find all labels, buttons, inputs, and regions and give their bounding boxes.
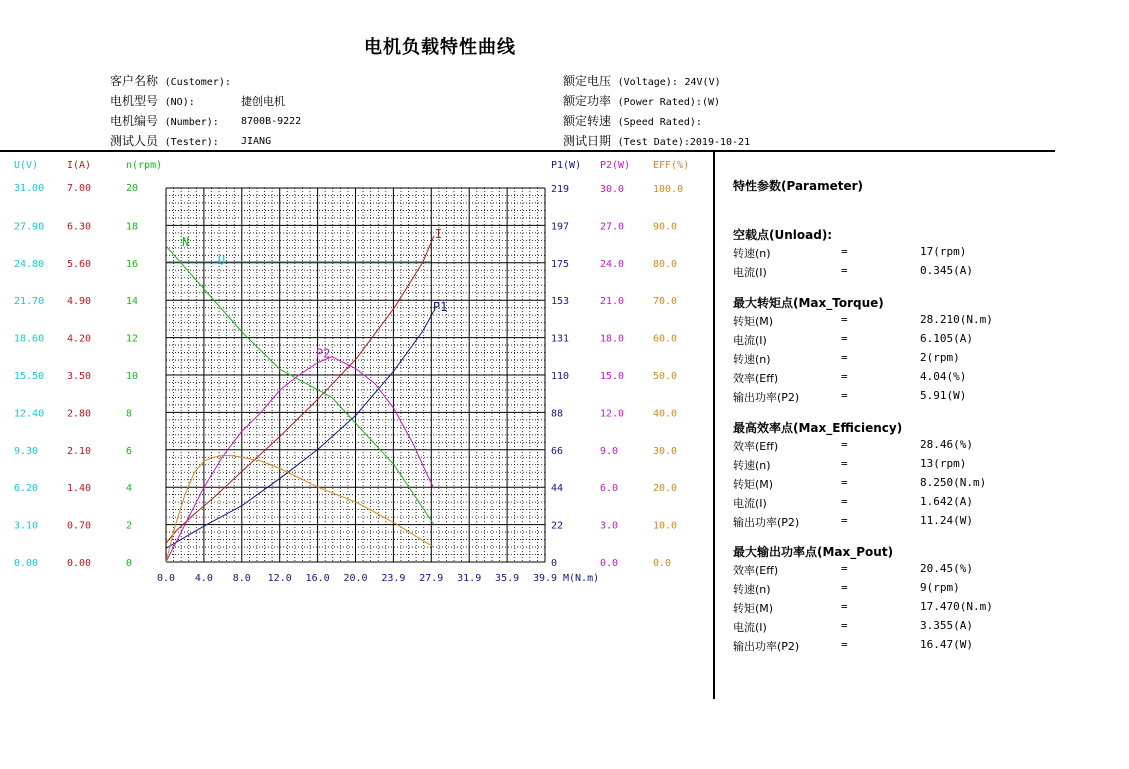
axis-tick-label: 7.00 xyxy=(67,183,92,194)
parameter-equals: = xyxy=(841,332,848,345)
axis-tick-label: 8 xyxy=(126,408,133,420)
parameter-label: 电流(I) xyxy=(733,621,767,634)
axis-tick-label: 2.80 xyxy=(67,408,92,420)
axis-tick-label: 12.0 xyxy=(600,408,625,420)
info-row-customer: 客户名称 (Customer): xyxy=(110,74,231,88)
axis-tick-label: 20.0 xyxy=(653,483,678,495)
axis-tick-label: 10 xyxy=(126,371,139,382)
axis-tick-label: 100.0 xyxy=(653,184,684,195)
parameter-label: 转速(n) xyxy=(733,247,771,260)
info-row-voltage: 额定电压 (Voltage): 24V(V) xyxy=(563,74,721,88)
axis-tick-label: 44 xyxy=(551,483,564,495)
axis-tick-label: 80.0 xyxy=(653,258,678,270)
axis-tick-label: 16 xyxy=(126,258,139,270)
axis-tick-label: 90.0 xyxy=(653,221,678,233)
axis-tick-label: 15.50 xyxy=(14,371,45,382)
parameter-equals: = xyxy=(841,351,848,364)
axis-tick-label: 12.40 xyxy=(14,408,45,420)
parameter-equals: = xyxy=(841,600,848,613)
parameter-group-heading: 最大转矩点(Max_Torque) xyxy=(733,296,884,310)
curve-tag-u: U xyxy=(218,253,226,268)
major-grid xyxy=(166,188,545,562)
axis-tick-label: 70.0 xyxy=(653,296,678,308)
parameter-label: 转速(n) xyxy=(733,459,771,472)
load-characteristic-chart xyxy=(0,0,712,600)
axis-tick-label: 0 xyxy=(551,558,558,569)
parameter-equals: = xyxy=(841,476,848,489)
axis-tick-label: 20 xyxy=(126,183,139,194)
parameter-value: 13(rpm) xyxy=(920,457,967,470)
info-row-number: 电机编号 (Number): 8700B-9222 xyxy=(110,114,302,128)
axis-header: EFF(%) xyxy=(653,160,690,171)
info-row-tester: 测试人员 (Tester): JIANG xyxy=(110,134,272,148)
panel-divider xyxy=(713,151,715,699)
page-title: 电机负载特性曲线 xyxy=(364,37,516,58)
axis-header: P2(W) xyxy=(600,160,631,171)
axis-tick-label: 6.20 xyxy=(14,483,39,495)
axis-tick-label: 22 xyxy=(551,520,564,532)
curve-tag-i: I xyxy=(434,227,443,242)
parameter-value: 8.250(N.m) xyxy=(920,476,987,489)
parameter-value: 0.345(A) xyxy=(920,264,973,277)
x-tick-label: 20.0 xyxy=(343,573,368,584)
parameter-value: 4.04(%) xyxy=(920,370,967,383)
axis-tick-label: 60.0 xyxy=(653,333,678,345)
parameter-value: 17.470(N.m) xyxy=(920,600,993,613)
axis-tick-label: 131 xyxy=(551,333,570,345)
axis-tick-label: 18 xyxy=(126,221,139,233)
curve-tag-p1: P1 xyxy=(432,300,448,314)
axis-tick-label: 10.0 xyxy=(653,520,678,532)
parameter-value: 11.24(W) xyxy=(920,514,973,527)
parameter-equals: = xyxy=(841,638,848,651)
parameter-value: 9(rpm) xyxy=(920,581,960,594)
axis-labels xyxy=(14,160,689,584)
parameter-equals: = xyxy=(841,370,848,383)
x-axis-unit: M(N.m) xyxy=(563,573,600,584)
axis-tick-label: 21.0 xyxy=(600,296,625,308)
parameter-value: 28.46(%) xyxy=(920,438,973,451)
axis-tick-label: 110 xyxy=(551,371,570,382)
axis-tick-label: 30.0 xyxy=(600,184,625,195)
parameter-value: 3.355(A) xyxy=(920,619,973,632)
axis-tick-label: 14 xyxy=(126,296,139,308)
parameter-value: 2(rpm) xyxy=(920,351,960,364)
parameter-value: 28.210(N.m) xyxy=(920,313,993,326)
axis-tick-label: 2 xyxy=(126,520,133,532)
axis-tick-label: 6.30 xyxy=(67,221,92,233)
axis-tick-label: 6 xyxy=(126,445,133,457)
curve-tag-p2: P2 xyxy=(315,346,331,361)
curve-tags xyxy=(182,227,447,361)
parameter-value: 6.105(A) xyxy=(920,332,973,345)
info-row-power: 额定功率 (Power Rated):(W) xyxy=(563,94,720,108)
axis-tick-label: 9.30 xyxy=(14,445,39,457)
axis-tick-label: 0.00 xyxy=(14,558,39,569)
info-row-speed: 额定转速 (Speed Rated): xyxy=(563,114,702,128)
parameter-equals: = xyxy=(841,438,848,451)
axis-tick-label: 1.40 xyxy=(67,483,92,495)
parameter-equals: = xyxy=(841,245,848,258)
parameter-equals: = xyxy=(841,581,848,594)
axis-tick-label: 0.0 xyxy=(653,558,672,569)
axis-tick-label: 27.0 xyxy=(600,221,625,233)
parameter-title: 特性参数(Parameter) xyxy=(733,179,863,193)
info-row-model: 电机型号 (NO): 捷创电机 xyxy=(110,94,285,108)
parameter-equals: = xyxy=(841,264,848,277)
axis-tick-label: 31.00 xyxy=(14,183,45,194)
axis-header: P1(W) xyxy=(551,160,582,171)
x-tick-label: 8.0 xyxy=(232,573,251,584)
parameter-label: 转速(n) xyxy=(733,353,771,366)
axis-tick-label: 0 xyxy=(126,558,133,569)
parameter-label: 输出功率(P2) xyxy=(733,516,800,529)
x-tick-label: 16.0 xyxy=(305,573,330,584)
parameter-equals: = xyxy=(841,514,848,527)
axis-tick-label: 88 xyxy=(551,408,564,420)
axis-header: U(V) xyxy=(14,160,39,171)
parameter-group-heading: 空载点(Unload): xyxy=(733,228,833,242)
axis-tick-label: 15.0 xyxy=(600,371,625,382)
parameter-equals: = xyxy=(841,313,848,326)
parameter-label: 效率(Eff) xyxy=(733,440,779,453)
parameter-value: 16.47(W) xyxy=(920,638,973,651)
x-tick-label: 0.0 xyxy=(156,573,176,584)
axis-tick-label: 0.0 xyxy=(600,558,619,569)
parameter-equals: = xyxy=(841,619,848,632)
curve-tag-n: N xyxy=(182,235,190,249)
axis-tick-label: 2.10 xyxy=(67,445,92,457)
axis-tick-label: 4.90 xyxy=(67,296,92,308)
parameter-value: 5.91(W) xyxy=(920,389,967,402)
axis-tick-label: 18.60 xyxy=(14,333,45,345)
parameter-equals: = xyxy=(841,562,848,575)
parameter-group-heading: 最高效率点(Max_Efficiency) xyxy=(733,421,903,435)
parameter-label: 转矩(M) xyxy=(733,478,774,491)
parameter-panel xyxy=(733,0,1063,700)
parameter-group-heading: 最大输出功率点(Max_Pout) xyxy=(733,545,894,559)
axis-tick-label: 9.0 xyxy=(600,445,619,457)
parameter-value: 17(rpm) xyxy=(920,245,967,258)
axis-header: I(A) xyxy=(67,160,92,171)
axis-tick-label: 0.70 xyxy=(67,520,92,532)
x-tick-label: 12.0 xyxy=(267,573,292,584)
parameter-equals: = xyxy=(841,389,848,402)
parameter-label: 输出功率(P2) xyxy=(733,391,800,404)
axis-tick-label: 24.0 xyxy=(600,258,625,270)
axis-tick-label: 50.0 xyxy=(653,371,678,382)
parameter-label: 效率(Eff) xyxy=(733,372,779,385)
axis-tick-label: 30.0 xyxy=(653,445,678,457)
axis-tick-label: 175 xyxy=(551,258,570,270)
x-tick-label: 35.9 xyxy=(495,573,520,584)
x-tick-label: 27.9 xyxy=(419,573,444,584)
axis-tick-label: 6.0 xyxy=(600,483,619,495)
parameter-equals: = xyxy=(841,495,848,508)
axis-tick-label: 219 xyxy=(551,184,570,195)
axis-tick-label: 66 xyxy=(551,445,564,457)
parameter-label: 电流(I) xyxy=(733,266,767,279)
parameter-label: 电流(I) xyxy=(733,334,767,347)
parameter-equals: = xyxy=(841,457,848,470)
axis-tick-label: 27.90 xyxy=(14,221,45,233)
axis-tick-label: 3.50 xyxy=(67,371,92,382)
parameter-label: 输出功率(P2) xyxy=(733,640,800,653)
axis-tick-label: 21.70 xyxy=(14,296,45,308)
x-tick-label: 4.0 xyxy=(194,573,213,584)
axis-tick-label: 24.80 xyxy=(14,258,45,270)
axis-tick-label: 197 xyxy=(551,221,570,233)
axis-tick-label: 3.0 xyxy=(600,520,619,532)
parameter-label: 转矩(M) xyxy=(733,315,774,328)
parameter-value: 20.45(%) xyxy=(920,562,973,575)
axis-tick-label: 3.10 xyxy=(14,520,39,532)
x-tick-label: 31.9 xyxy=(457,573,482,584)
axis-tick-label: 4 xyxy=(126,483,133,495)
axis-tick-label: 18.0 xyxy=(600,333,625,345)
parameter-label: 转速(n) xyxy=(733,583,771,596)
parameter-label: 电流(I) xyxy=(733,497,767,510)
parameter-value: 1.642(A) xyxy=(920,495,973,508)
x-tick-label: 23.9 xyxy=(381,573,406,584)
info-row-date: 测试日期 (Test Date):2019-10-21 xyxy=(563,134,751,148)
parameter-label: 效率(Eff) xyxy=(733,564,779,577)
x-tick-label: 39.9 xyxy=(532,573,558,584)
axis-header: n(rpm) xyxy=(126,160,163,171)
axis-tick-label: 12 xyxy=(126,333,139,345)
axis-tick-label: 40.0 xyxy=(653,408,678,420)
axis-tick-label: 5.60 xyxy=(67,258,92,270)
axis-tick-label: 0.00 xyxy=(67,558,92,569)
parameter-label: 转矩(M) xyxy=(733,602,774,615)
axis-tick-label: 4.20 xyxy=(67,333,92,345)
axis-tick-label: 153 xyxy=(551,296,570,308)
